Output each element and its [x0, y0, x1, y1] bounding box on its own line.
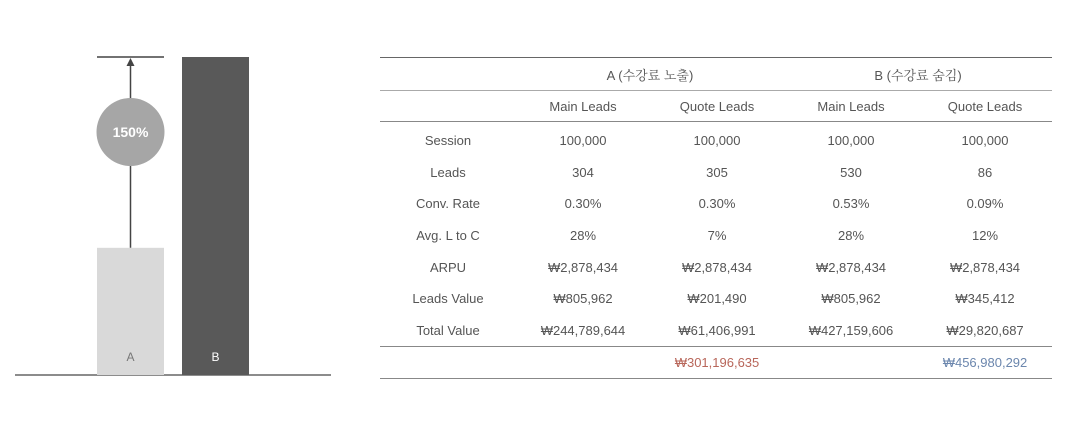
arrow-head-icon [127, 58, 135, 66]
row-label: Session [424, 133, 472, 149]
sub-header-a-quote: Quote Leads [650, 91, 784, 122]
annotation-label: 150% [112, 124, 149, 140]
table-cell: 12% [971, 228, 999, 244]
table-cell: ₩2,878,434 [815, 259, 887, 275]
table-row [380, 315, 1052, 347]
table-cell: ₩201,490 [687, 291, 747, 307]
table-cell: 0.30% [698, 196, 736, 212]
table-cell: 7% [707, 228, 727, 244]
total-a-value: ₩301,196,635 [650, 347, 784, 379]
table-cell: 100,000 [693, 133, 741, 149]
corner-cell [380, 91, 516, 122]
bar-b [182, 57, 249, 375]
table-cell: 0.30% [564, 196, 602, 212]
table-row [380, 188, 1052, 220]
total-spacer [516, 347, 650, 379]
sub-header-b-quote: Quote Leads [918, 91, 1052, 122]
group-header-b: B (수강료 숨김) [784, 58, 1052, 91]
row-label: Conv. Rate [415, 196, 481, 212]
bar-label-b: B [211, 350, 220, 364]
table-row [380, 122, 1052, 157]
table-cell: ₩61,406,991 [678, 322, 756, 338]
table-cell: ₩805,962 [553, 291, 613, 307]
group-header-row [380, 58, 1052, 91]
row-label: Leads Value [412, 291, 484, 307]
group-header-a: A (수강료 노출) [516, 58, 784, 91]
table-cell: ₩2,878,434 [547, 259, 619, 275]
row-label: Total Value [416, 322, 480, 338]
table-cell: 304 [572, 164, 594, 180]
row-label: Avg. L to C [416, 228, 480, 244]
corner-cell [380, 58, 516, 91]
bar-chart [0, 0, 340, 430]
total-row [380, 347, 1052, 379]
table-cell: 100,000 [961, 133, 1009, 149]
table-row [380, 283, 1052, 315]
row-label: ARPU [429, 259, 467, 275]
total-b-value: ₩456,980,292 [918, 347, 1052, 379]
table-cell: ₩29,820,687 [946, 322, 1024, 338]
comparison-table [380, 57, 1052, 379]
sub-header-a-main: Main Leads [516, 91, 650, 122]
table-row [380, 251, 1052, 283]
table-cell: 28% [569, 228, 597, 244]
table-cell: ₩345,412 [955, 291, 1015, 307]
table-cell: ₩244,789,644 [540, 322, 626, 338]
total-spacer [784, 347, 918, 379]
row-label: Leads [430, 164, 466, 180]
table-cell: 100,000 [559, 133, 607, 149]
sub-header-b-main: Main Leads [784, 91, 918, 122]
table-cell: ₩805,962 [821, 291, 881, 307]
table-cell: 28% [837, 228, 865, 244]
corner-cell [380, 347, 516, 379]
table-cell: 86 [977, 164, 993, 180]
bar-label-a: A [126, 350, 135, 364]
table-cell: 100,000 [827, 133, 875, 149]
table-cell: ₩2,878,434 [681, 259, 753, 275]
table-cell: 530 [840, 164, 862, 180]
table-row [380, 220, 1052, 252]
table-cell: 0.53% [832, 196, 870, 212]
table-cell: 305 [706, 164, 728, 180]
sub-header-row [380, 91, 1052, 122]
comparison-table-container [380, 57, 1052, 379]
table-cell: ₩2,878,434 [949, 259, 1021, 275]
table-cell: ₩427,159,606 [808, 322, 894, 338]
table-row [380, 157, 1052, 189]
table-cell: 0.09% [966, 196, 1004, 212]
